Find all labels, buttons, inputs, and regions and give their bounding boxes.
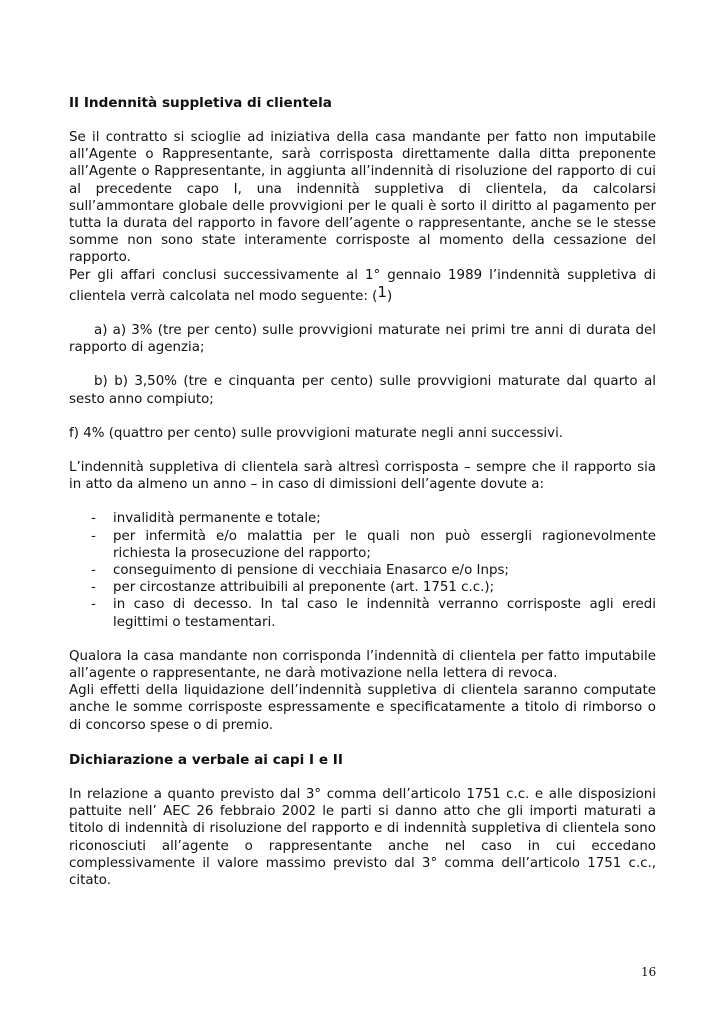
document-page — [69, 94, 656, 889]
item-a: a) a) 3% (tre per cento) sulle provvigioni maturate nei primi tre anni di durata del rapporto di agenzia; — [69, 323, 656, 356]
paragraph-intro: Se il contratto si scioglie ad iniziativa della casa mandante per fatto non imputabile all’Agente o Rappresentante, sarà corrisposta direttamente dalla ditta preponente all’Agente o Rappresentante, in aggiunta all’indennità di risoluzione del rapporto di cui al precedente capo I, una indennità suppletiva di clientela, da calcolarsi sull’ammontare globale delle provvigioni per le quali è sorto il diritto al pagamento per tutta la durata del rapporto in favore dell’agente o rappresentante, anche se le stesse somme non sono state interamente corrisposte al momento della cessazione del rapporto. — [69, 130, 656, 266]
page-number: 16 — [641, 965, 657, 979]
list-item: - per circostanze attribuibili al preponente (art. 1751 c.c.); — [69, 579, 656, 596]
paragraph-liquidazione: Agli effetti della liquidazione dell’indennità suppletiva di clientela saranno computate anche le somme corrisposte espressamente e specificatamente a titolo di rimborso o di concorso spese o di premio. — [69, 683, 656, 733]
list-item: - invalidità permanente e totale; — [69, 510, 656, 527]
section-heading-dichiarazione: Dichiarazione a verbale ai capi I e II — [69, 751, 343, 768]
dimissioni-list — [69, 510, 656, 630]
paragraph-calculation-text: Per gli affari conclusi successivamente al 1° gennaio 1989 l’indennità suppletiva di clientela verrà calcolata nel modo seguente: ( — [69, 267, 656, 304]
list-item: - per infermità e/o malattia per le quali non può essergli ragionevolmente richiesta la prosecuzione del rapporto; — [69, 528, 656, 562]
paragraph-revoca: Qualora la casa mandante non corrisponda l’indennità di clientela per fatto imputabile all’agente o rappresentante, ne darà motivazione nella lettera di revoca. — [69, 648, 656, 682]
footnote-reference[interactable]: 1 — [377, 282, 387, 301]
list-item: - conseguimento di pensione di vecchiaia Enasarco e/o Inps; — [69, 562, 656, 579]
paragraph-calculation — [69, 267, 656, 305]
paragraph-dimissioni: L’indennità suppletiva di clientela sarà altresì corrisposta – sempre che il rapporto sia in atto da almeno un anno – in caso di dimissioni dell’agente dovute a: — [69, 460, 656, 493]
paragraph-calculation-end: ) — [386, 288, 393, 304]
list-item: - in caso di decesso. In tal caso le indennità verranno corrisposte agli eredi legittimi o testamentari. — [69, 596, 656, 630]
section-heading-indennita: II Indennità suppletiva di clientela — [69, 95, 332, 111]
item-b: b) b) 3,50% (tre e cinquanta per cento) sulle provvigioni maturate dal quarto al sesto anno compiuto; — [69, 374, 656, 407]
item-f: f) 4% (quattro per cento) sulle provvigioni maturate negli anni successivi. — [69, 425, 564, 441]
paragraph-dichiarazione: In relazione a quanto previsto dal 3° comma dell’articolo 1751 c.c. e alle disposizioni pattuite nell’ AEC 26 febbraio 2002 le parti si danno atto che gli importi maturati a titolo di indennità di risoluzione del rapporto e di indennità suppletiva di clientela sono riconosciuti all’agente o rappresentante anche nel caso in cui eccedano complessivamente il valore massimo previsto dal 3° comma dell’articolo 1751 c.c., citato. — [69, 786, 656, 888]
